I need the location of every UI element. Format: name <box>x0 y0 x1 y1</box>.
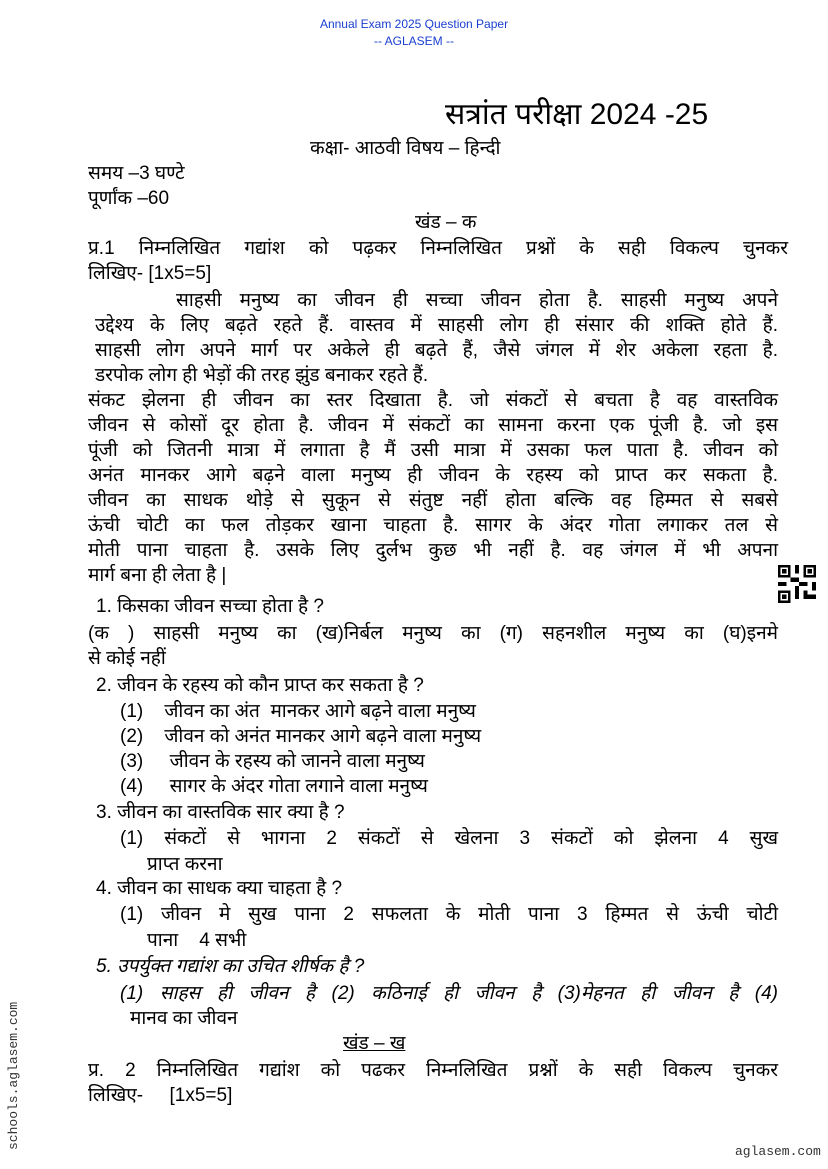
question-2: 2. जीवन के रहस्य को कौन प्राप्त कर सकता है ? <box>96 675 424 696</box>
passage-line: उद्देश्य के लिए बढ़ते रहते हैं. वास्तव में साहसी लोग ही संसार की शक्ति होते हैं. <box>95 315 778 336</box>
question-2-option: (4) सागर के अंदर गोता लगाने वाला मनुष्य <box>120 776 428 797</box>
question-1-options: से कोई नहीं <box>88 648 166 669</box>
passage-line: संकट झेलना ही जीवन का स्तर दिखाता है. जो संकटों से बचता है वह वास्तविक <box>88 390 778 411</box>
question-1-options: (क ) साहसी मनुष्य का (ख)निर्बल मनुष्य का (ग) सहनशील मनुष्य का (घ)इनमे <box>88 623 778 644</box>
passage-line: डरपोक लोग ही भेड़ों की तरह झुंड बनाकर रहते हैं. <box>95 365 429 386</box>
question-4: 4. जीवन का साधक क्या चाहता है ? <box>96 878 343 899</box>
passage-line: साहसी लोग अपने मार्ग पर अकेले ही बढ़ते हैं, जैसे जंगल में शेर अकेला रहता है. <box>95 340 778 361</box>
question-4-options: (1) जीवन मे सुख पाना 2 सफलता के मोती पाना 3 हिम्मत से ऊंची चोटी <box>120 904 778 925</box>
question-3-options: प्राप्त करना <box>147 854 223 875</box>
question-4-options: पाना 4 सभी <box>147 930 247 951</box>
question-5-options: मानव का जीवन <box>130 1008 238 1029</box>
question-5: 5. उपर्युक्त गद्यांश का उचित शीर्षक है ? <box>96 956 365 977</box>
header-line-2: -- AGLASEM -- <box>373 34 454 48</box>
passage-line: मार्ग बना ही लेता है | <box>88 565 227 586</box>
question-3-options: (1) संकटों से भागना 2 संकटों से खेलना 3 संकटों को झेलना 4 सुख <box>120 828 778 849</box>
question-2-option: (1) जीवन का अंत मानकर आगे बढ़ने वाला मनुष्य <box>120 701 476 722</box>
time-label: समय –3 घण्टे <box>88 163 185 184</box>
q2-instruction: प्र. 2 निम्नलिखित गद्यांश को पढकर निम्नलिखित प्रश्नों के सही विकल्प चुनकर <box>88 1060 778 1081</box>
marks-label: पूर्णांक –60 <box>88 188 170 209</box>
section-b-heading: खंड – ख <box>343 1033 406 1054</box>
q1-instruction: प्र.1 निम्नलिखित गद्यांश को पढ़कर निम्नलिखित प्रश्नों के सही विकल्प चुनकर <box>88 238 788 259</box>
passage-line: पूंजी को जितनी मात्रा में लगाता है मैं उसी मात्रा में उसका फल पाता है. जीवन को <box>88 440 778 461</box>
q1-instruction: लिखिए- [1x5=5] <box>88 263 212 284</box>
passage-line: अनंत मानकर आगे बढ़ने वाला मनुष्य ही जीवन के रहस्य को प्राप्त कर सकता है. <box>88 465 778 486</box>
question-2-option: (2) जीवन को अनंत मानकर आगे बढ़ने वाला मनुष्य <box>120 726 482 747</box>
passage-line: साहसी मनुष्य का जीवन ही सच्चा जीवन होता है. साहसी मनुष्य अपने <box>176 290 778 311</box>
question-2-option: (3) जीवन के रहस्य को जानने वाला मनुष्य <box>120 751 425 772</box>
question-5-options: (1) साहस ही जीवन है (2) कठिनाई ही जीवन है (3)मेहनत ही जीवन है (4) <box>120 983 778 1004</box>
passage-line: जीवन का साधक थोड़े से सुकून से संतुष्ट नहीं होता बल्कि वह हिम्मत से सबसे <box>88 490 778 511</box>
passage-line: मोती पाना चाहता है. उसके लिए दुर्लभ कुछ भी नहीं है. वह जंगल में भी अपना <box>88 540 778 561</box>
question-1: 1. किसका जीवन सच्चा होता है ? <box>96 596 324 617</box>
question-3: 3. जीवन का वास्तविक सार क्या है ? <box>96 802 345 823</box>
passage-line: जीवन से कोसों दूर होता है. जीवन में संकटों का सामना करना एक पूंजी है. जो इस <box>88 415 778 436</box>
side-watermark: schools.aglasem.com <box>6 1001 21 1150</box>
section-a-heading: खंड – क <box>415 212 477 233</box>
qr-code-icon <box>778 565 816 603</box>
subtitle: कक्षा- आठवी विषय – हिन्दी <box>310 138 501 159</box>
page-title: सत्रांत परीक्षा 2024 -25 <box>445 98 709 131</box>
header-line-1: Annual Exam 2025 Question Paper <box>319 17 509 31</box>
q2-instruction: लिखिए- [1x5=5] <box>88 1085 233 1106</box>
bottom-watermark: aglasem.com <box>735 1144 821 1159</box>
passage-line: ऊंची चोटी का फल तोड़कर खाना चाहता है. सागर के अंदर गोता लगाकर तल से <box>88 515 778 536</box>
